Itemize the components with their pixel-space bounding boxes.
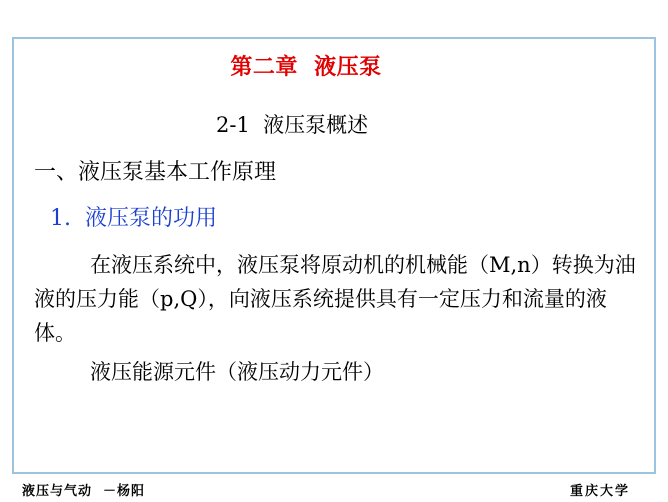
subheading — [50, 201, 217, 232]
section-title: 2-1 液压泵概述 — [216, 113, 369, 137]
paragraph-function: 在液压系统中，液压泵将原动机的机械能（M,n）转换为油液的压力能（p,Q），向液压系统提供具有一定压力和流量的液体。 — [34, 253, 636, 345]
chapter-title: 第二章 液压泵 — [230, 55, 382, 80]
subheading-text: 液压泵的功用 — [85, 206, 218, 231]
subheading-number: 1. — [50, 206, 71, 231]
footer-university: 重庆大学 — [569, 484, 630, 499]
heading: 一、液压泵基本工作原理 — [34, 160, 277, 185]
footer — [0, 474, 668, 502]
footer-course-author: 液压与气动 －杨阳 — [22, 484, 146, 499]
paragraph-energy-component: 液压能源元件（液压动力元件） — [90, 360, 384, 384]
